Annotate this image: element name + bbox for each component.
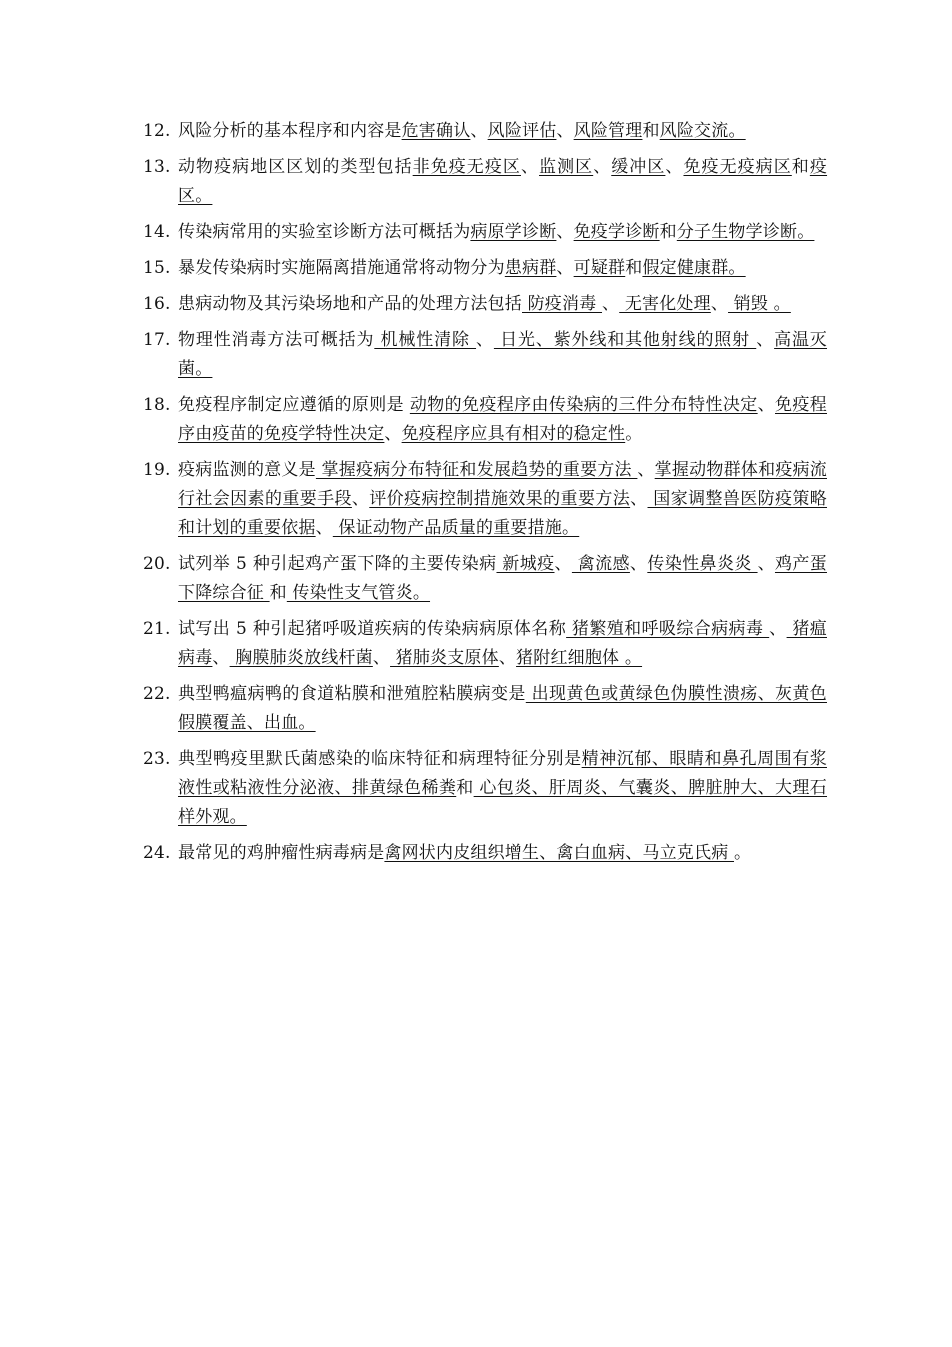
question-text: 、 <box>769 619 787 639</box>
answer-blank: 猪附红细胞体 。 <box>516 648 643 668</box>
question-text: 、 <box>520 157 540 177</box>
question-text: 疫病监测的意义是 <box>178 460 316 480</box>
question-text: 、 <box>756 330 775 350</box>
question-text: 和 <box>625 258 643 278</box>
question-text: 、 <box>476 330 494 350</box>
question-number: 14. <box>143 222 171 242</box>
answer-blank: 无害化处理 <box>619 294 711 314</box>
question-number: 22. <box>143 684 171 704</box>
question-item <box>143 839 827 868</box>
answer-blank: 可疑群 <box>573 258 626 278</box>
question-text: 、 <box>554 554 572 574</box>
answer-blank: 免疫无疫病区 <box>683 157 792 177</box>
question-text: 、 <box>556 222 574 242</box>
question-text: 物理性消毒方法可概括为 <box>178 330 375 350</box>
question-text: 传染病常用的实验室诊断方法可概括为 <box>178 222 471 242</box>
question-item <box>143 680 827 738</box>
question-item <box>143 745 827 832</box>
question-text: 、 <box>629 554 648 574</box>
question-text: 、 <box>593 157 612 177</box>
question-text: 、 <box>710 294 729 314</box>
question-number: 20. <box>143 554 171 574</box>
answer-blank: 防疫消毒 <box>522 294 603 314</box>
question-item <box>143 615 827 673</box>
answer-blank: 销毁 。 <box>728 294 791 314</box>
question-item <box>143 218 827 247</box>
question-text: 、 <box>602 294 620 314</box>
question-number: 15. <box>143 258 171 278</box>
question-text: 免疫程序制定应遵循的原则是 <box>178 395 410 415</box>
answer-blank: 掌握动物群体和疫病流行社会因素的重要手段 <box>178 460 827 509</box>
question-text: 、 <box>757 395 776 415</box>
answer-blank: 免疫学诊断 <box>573 222 660 242</box>
answer-blank: 高温灭菌。 <box>178 330 828 379</box>
question-item <box>143 326 827 384</box>
answer-blank: 机械性清除 <box>374 330 477 350</box>
question-text: 患病动物及其污染场地和产品的处理方法包括 <box>178 294 522 314</box>
question-number: 24. <box>143 843 171 863</box>
question-text: 、 <box>351 489 370 509</box>
answer-blank: 国家调整兽医防疫策略和计划的重要依据 <box>178 489 828 538</box>
answer-blank: 评价疫病控制措施效果的重要方法 <box>369 489 631 509</box>
answer-blank: 心包炎、肝周炎、气囊炎、脾脏肿大、大理石样外观。 <box>178 778 828 827</box>
answer-blank: 掌握疫病分布特征和发展趋势的重要方法 <box>315 460 638 480</box>
question-text: 典型鸭疫里默氏菌感染的临床特征和病理特征分别是 <box>178 749 582 769</box>
question-text: 。 <box>734 843 752 863</box>
answer-blank: 猪繁殖和呼吸综合病病毒 <box>566 619 770 639</box>
question-text: 、 <box>665 157 684 177</box>
question-item <box>143 550 827 608</box>
question-item <box>143 254 827 283</box>
question-item <box>143 456 827 543</box>
answer-blank: 免疫程序由疫苗的免疫学特性决定 <box>178 395 827 444</box>
question-list <box>143 117 827 875</box>
question-number: 19. <box>143 460 171 480</box>
question-text: 试列举 5 种引起鸡产蛋下降的主要传染病 <box>178 554 497 574</box>
question-text: 、 <box>637 460 655 480</box>
question-text: 、 <box>372 648 391 668</box>
answer-blank: 分子生物学诊断。 <box>676 222 815 242</box>
question-text: 最常见的鸡肿瘤性病毒病是 <box>178 843 385 863</box>
question-text: 、 <box>315 518 333 538</box>
question-number: 18. <box>143 395 171 415</box>
question-text: 动物疫病地区区划的类型包括 <box>178 157 413 177</box>
question-text: 和 <box>642 121 660 141</box>
question-text: 、 <box>470 121 488 141</box>
answer-blank: 新城疫 <box>496 554 555 574</box>
answer-blank: 传染性鼻炎炎 <box>647 554 758 574</box>
question-text: 试写出 5 种引起猪呼吸道疾病的传染病病原体名称 <box>178 619 567 639</box>
question-text: 暴发传染病时实施隔离措施通常将动物分为 <box>178 258 505 278</box>
answer-blank: 假定健康群。 <box>642 258 746 278</box>
question-number: 16. <box>143 294 171 314</box>
question-number: 17. <box>143 330 171 350</box>
question-text: 、 <box>212 648 230 668</box>
question-number: 23. <box>143 749 171 769</box>
answer-blank: 出现黄色或黄绿色伪膜性溃疡、灰黄色假膜覆盖、出血。 <box>178 684 827 733</box>
question-text: 、 <box>556 121 574 141</box>
answer-blank: 传染性支气管炎。 <box>286 583 431 603</box>
question-text: 和 <box>659 222 677 242</box>
answer-blank: 风险交流。 <box>659 121 746 141</box>
answer-blank: 危害确认 <box>401 121 471 141</box>
answer-blank: 精神沉郁、眼睛和鼻孔周围有浆液性或粘液性分泌液、排黄绿色稀粪 <box>178 749 827 798</box>
answer-blank: 禽网状内皮组织增生、禽白血病、马立克氏病 <box>384 843 735 863</box>
answer-blank: 风险管理 <box>573 121 643 141</box>
answer-blank: 胸膜肺炎放线杆菌 <box>229 648 373 668</box>
question-item <box>143 117 827 146</box>
answer-blank: 监测区 <box>539 157 594 177</box>
answer-blank: 风险评估 <box>487 121 557 141</box>
question-text: 和 <box>269 583 287 603</box>
answer-blank: 禽流感 <box>571 554 630 574</box>
answer-blank: 疫区。 <box>178 157 828 206</box>
question-text: 、 <box>556 258 574 278</box>
question-number: 21. <box>143 619 171 639</box>
answer-blank: 病原学诊断 <box>470 222 557 242</box>
question-text: 。 <box>625 424 643 444</box>
answer-blank: 缓冲区 <box>611 157 666 177</box>
answer-blank: 保证动物产品质量的重要措施。 <box>332 518 580 538</box>
question-item <box>143 153 827 211</box>
answer-blank: 猪肺炎支原体 <box>390 648 499 668</box>
answer-blank: 免疫程序应具有相对的稳定性 <box>401 424 626 444</box>
question-text: 、 <box>498 648 517 668</box>
question-number: 13. <box>143 157 171 177</box>
question-text: 风险分析的基本程序和内容是 <box>178 121 402 141</box>
question-number: 12. <box>143 121 171 141</box>
question-text: 典型鸭瘟病鸭的食道粘膜和泄殖腔粘膜病变是 <box>178 684 526 704</box>
answer-blank: 鸡产蛋下降综合征 <box>178 554 827 603</box>
answer-blank: 动物的免疫程序由传染病的三件分布特性决定 <box>409 395 758 415</box>
question-text: 和 <box>456 778 474 798</box>
question-text: 和 <box>791 157 810 177</box>
question-item <box>143 290 827 319</box>
answer-blank: 非免疫无疫区 <box>412 157 521 177</box>
question-text: 、 <box>757 554 775 574</box>
answer-blank: 猪瘟病毒 <box>178 619 827 668</box>
answer-blank: 患病群 <box>504 258 557 278</box>
question-text: 、 <box>384 424 402 444</box>
question-item <box>143 391 827 449</box>
answer-blank: 日光、紫外线和其他射线的照射 <box>493 330 757 350</box>
question-text: 、 <box>630 489 648 509</box>
